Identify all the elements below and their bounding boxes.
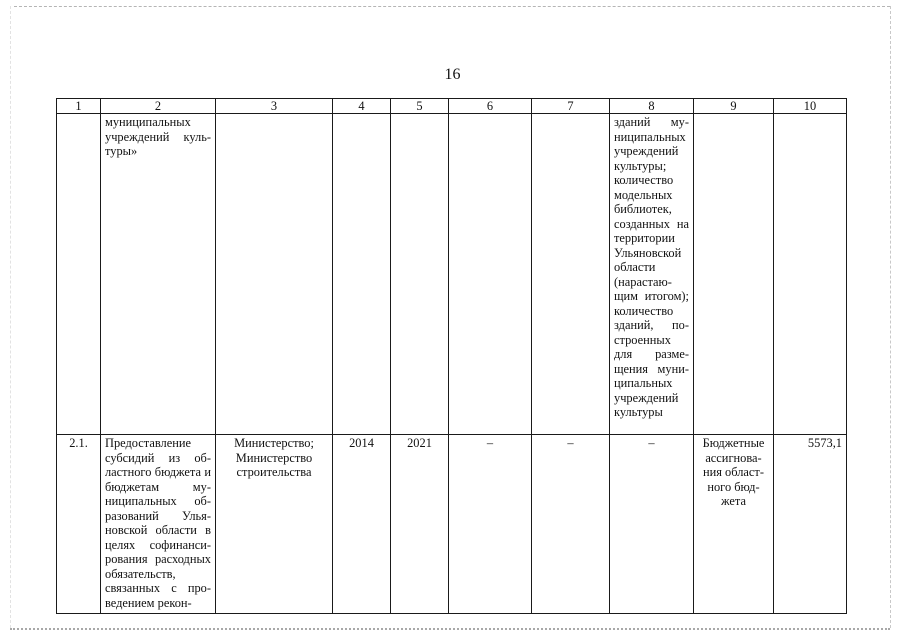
cell-end-year — [391, 114, 449, 435]
column-number-header: 6 — [449, 99, 532, 114]
cell-amount: 5573,1 — [774, 435, 847, 614]
cell-executor — [216, 114, 333, 435]
column-number-header: 5 — [391, 99, 449, 114]
page-frame-right — [890, 6, 891, 628]
cell-executor: Министерство; Министерство строительства — [216, 435, 333, 614]
program-table — [56, 98, 847, 614]
column-number-header: 8 — [610, 99, 694, 114]
cell-col7 — [532, 114, 610, 435]
cell-item-number: 2.1. — [57, 435, 101, 614]
cell-col7: – — [532, 435, 610, 614]
table-row — [57, 114, 847, 435]
column-number-header: 10 — [774, 99, 847, 114]
cell-start-year: 2014 — [333, 435, 391, 614]
cell-col6: – — [449, 435, 532, 614]
column-number-header: 1 — [57, 99, 101, 114]
column-number-header: 4 — [333, 99, 391, 114]
column-number-header: 7 — [532, 99, 610, 114]
column-number-header: 9 — [694, 99, 774, 114]
column-number-header: 3 — [216, 99, 333, 114]
cell-activity-name: Предоставление субсидий из областного бюджета и бюджетам муниципальных образований Ульяновской области в целях софинансирования расходных обязательств, связанных с проведением рекон- — [101, 435, 216, 614]
cell-funding-source: Бюджетные ассигнования областного бюджета — [694, 435, 774, 614]
cell-item-number — [57, 114, 101, 435]
cell-activity-name: муниципальных учреждений культуры» — [101, 114, 216, 435]
page-number: 16 — [444, 66, 461, 83]
cell-indicators: – — [610, 435, 694, 614]
cell-indicators: зданий муниципальных учреждений культуры; количество модельных библиотек, созданных на территории Ульяновской области (нарастающим итогом); количество зданий, построенных для размещения муниципальных учреждений культуры — [610, 114, 694, 435]
cell-funding-source — [694, 114, 774, 435]
page-frame-left — [10, 6, 11, 628]
page-frame-top — [14, 6, 890, 7]
cell-amount — [774, 114, 847, 435]
column-number-header: 2 — [101, 99, 216, 114]
table-row — [57, 435, 847, 614]
cell-end-year: 2021 — [391, 435, 449, 614]
cell-col6 — [449, 114, 532, 435]
cell-start-year — [333, 114, 391, 435]
table-header-row — [57, 99, 847, 114]
page-frame-bottom — [10, 628, 890, 630]
